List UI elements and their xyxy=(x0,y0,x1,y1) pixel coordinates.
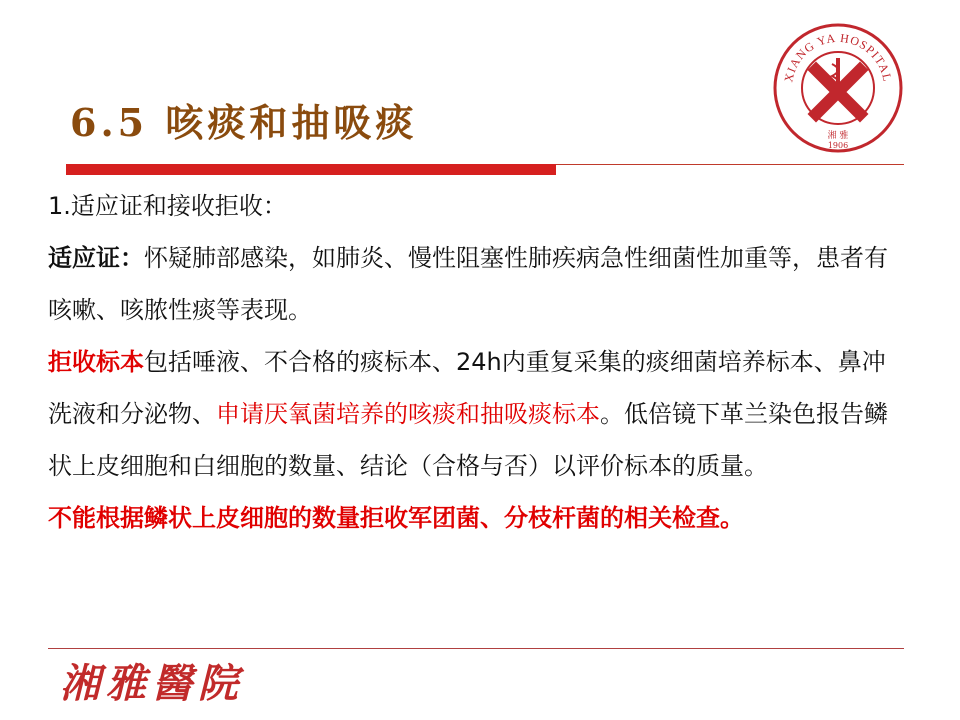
hospital-logo-icon xyxy=(772,22,904,154)
indication-text: 怀疑肺部感染，如肺炎、慢性阻塞性肺疾病急性细菌性加重等，患者有咳嗽、咳脓性痰等表现。 xyxy=(48,244,888,324)
title-underline xyxy=(66,164,556,175)
section-heading: 1.适应证和接收拒收： xyxy=(48,192,287,220)
logo-ring-text: XIANG YA HOSPITAL xyxy=(781,30,895,84)
footer-calligraphy-logo: 湘雅醫院 xyxy=(60,660,244,707)
footer-rule xyxy=(48,648,904,649)
logo-seal-chars: 湘 雅 xyxy=(827,131,849,141)
logo-year: 1906 xyxy=(827,141,849,150)
rejection-label: 拒收标本 xyxy=(48,348,144,376)
indication-paragraph xyxy=(48,232,908,336)
slide-body xyxy=(48,180,908,544)
rejection-red-phrase: 申请厌氧菌培养的咳痰和抽吸痰标本 xyxy=(216,400,600,428)
rejection-text-b: 。低倍镜下革兰染色报告鳞状上皮细胞和白细胞的数量、结论（合格与否）以评价标本的质量。 xyxy=(48,400,888,480)
indication-label: 适应证： xyxy=(48,244,144,272)
rejection-paragraph xyxy=(48,336,908,492)
rejection-note: 不能根据鳞状上皮细胞的数量拒收军团菌、分枝杆菌的相关检查。 xyxy=(48,504,744,532)
title-rule-thin xyxy=(556,164,904,165)
rejection-text-a: 包括唾液、不合格的痰标本、24h内重复采集的痰细菌培养标本、鼻冲洗液和分泌物、 xyxy=(48,348,886,428)
slide-title: 6.5 咳痰和抽吸痰 xyxy=(70,100,418,145)
